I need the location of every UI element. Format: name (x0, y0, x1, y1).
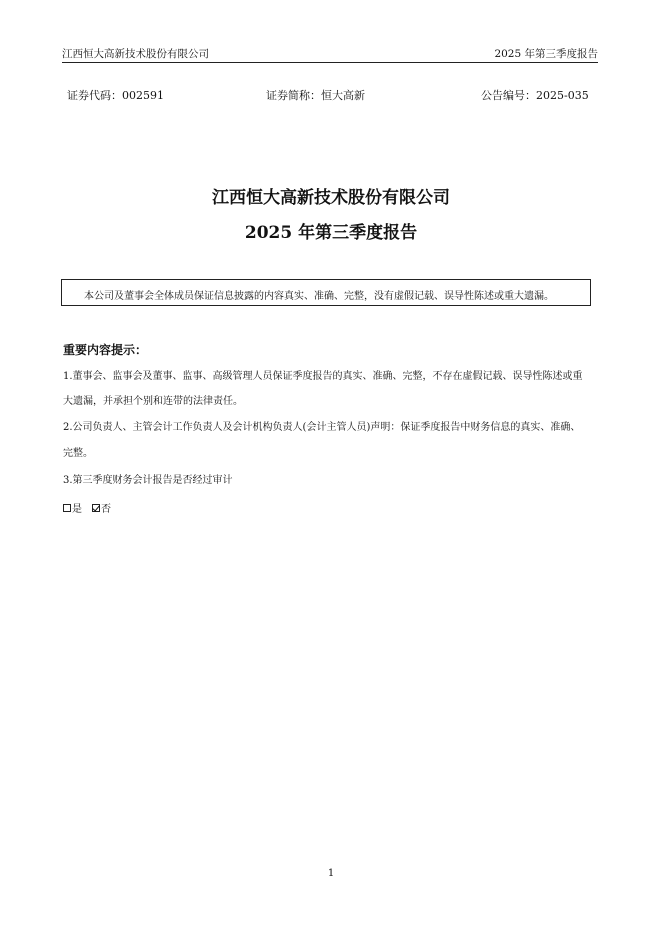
header-company: 江西恒大高新技术股份有限公司 (62, 48, 209, 60)
notice-number: 公告编号：2025-035 (481, 89, 589, 102)
notice-item-2-line-2: 完整。 (63, 448, 93, 459)
page-header (62, 46, 598, 63)
checkbox-yes-icon (63, 504, 71, 512)
option-yes-label: 是 (72, 504, 82, 515)
audit-options (63, 500, 111, 515)
notice-item-1-line-1: 1.董事会、监事会及董事、监事、高级管理人员保证季度报告的真实、准确、完整，不存在虚假记载、误导性陈述或重 (63, 371, 583, 382)
stock-code: 证券代码：002591 (67, 89, 164, 102)
notice-item-2-line-1: 2.公司负责人、主管会计工作负责人及会计机构负责人(会计主管人员)声明：保证季度报告中财务信息的真实、准确、 (63, 422, 581, 433)
option-no-label: 否 (101, 504, 111, 515)
disclosure-statement-box (61, 279, 591, 306)
notice-item-1-line-2: 大遗漏，并承担个别和连带的法律责任。 (63, 396, 243, 407)
page-number: 1 (327, 868, 335, 879)
section-title: 重要内容提示： (63, 343, 148, 357)
notice-item-3: 3.第三季度财务会计报告是否经过审计 (63, 475, 233, 486)
document-title-company: 江西恒大高新技术股份有限公司 (212, 188, 450, 208)
header-report: 2025 年第三季度报告 (494, 48, 598, 60)
disclosure-statement: 本公司及董事会全体成员保证信息披露的内容真实、准确、完整，没有虚假记载、误导性陈述或重大遗漏。 (84, 291, 554, 302)
checkbox-no-checked-icon (92, 504, 100, 512)
stock-short-name: 证券简称：恒大高新 (266, 89, 365, 102)
document-title-report: 2025 年第三季度报告 (244, 223, 418, 243)
